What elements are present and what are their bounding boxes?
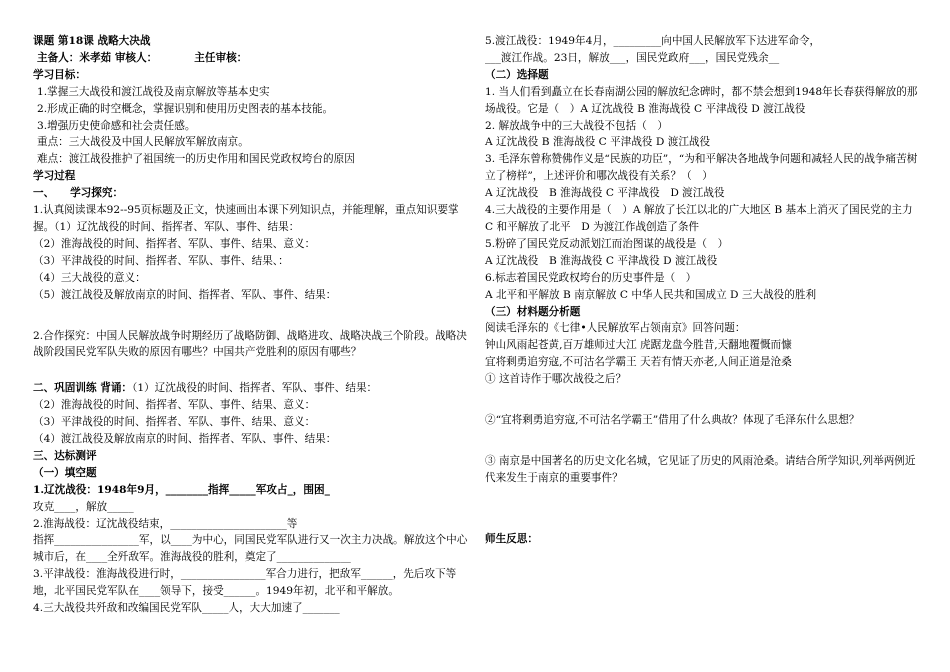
explore-item-2: 2.合作探究：中国人民解放战争时期经历了战略防御、战略进攻、战略决战三个阶段。战略决战阶段国民党军队失败的原因有哪些？中国共产党胜利的原因有哪些？ xyxy=(33,329,467,359)
explore-item: （3）平津战役的时间、指挥者、军队、事件、结果、： xyxy=(33,254,289,267)
choice-question-1: 1. 当人们看到矗立在长春南湖公园的解放纪念碑时，都不禁会想到1948年长春获得解放的那场战役。它是（ ）A 辽沈战役 B 淮海战役 C 平津战役 D 渡江战役 xyxy=(485,85,918,115)
part3-heading: 三、达标测评 xyxy=(33,449,97,462)
difficulty: 难点：渡江战役推护了祖国统一的历史作用和国民党政权垮台的原因 xyxy=(37,153,355,166)
recite-item: （4）渡江战役及解放南京的时间、指挥者、军队、事件、结果： xyxy=(33,433,337,446)
choice-options-5: A 辽沈战役 B 淮海战役 C 平津战役 D 渡江战役 xyxy=(485,254,718,267)
choice-options-6: A 北平和平解放 B 南京解放 C 中华人民共和国成立 D 三大战役的胜利 xyxy=(485,288,817,301)
fill-question-5a: 5.渡江战役：1949年4月，_________向中国人民解放军下达进军命令， xyxy=(485,35,821,47)
choice-options-3: A 辽沈战役 B 淮海战役 C 平津战役 D 渡江战役 xyxy=(485,187,725,200)
fill-question-5b: ___渡江作战。23日，解放___，国民党政府___，国民党残余__ xyxy=(485,51,780,64)
material-intro: 阅读毛泽东的《七律•人民解放军占领南京》回答问题： xyxy=(485,322,746,335)
objective-item: 3.增强历史使命感和社会责任感。 xyxy=(37,119,196,132)
material-question-3: ③ 南京是中国著名的历史文化名城，它见证了历史的风雨沧桑。请结合所学知识,列举两例近代来发生于南京的重要事件？ xyxy=(485,454,916,484)
material-question-1: ① 这首诗作于哪次战役之后？ xyxy=(485,373,627,386)
reflection-heading: 师生反思： xyxy=(485,532,538,545)
recite-item: （2）淮海战役的时间、指挥者、军队、事件、结果、意义： xyxy=(33,399,316,412)
choice-heading: （二）选择题 xyxy=(485,68,549,81)
poem-line: 宜将剩勇追穷寇,不可沽名学霸王 天若有情天亦老,人间正道是沧桑 xyxy=(485,356,792,369)
preparers-line: 主备人：米孝茹 审核人： 主任审核： xyxy=(37,51,248,64)
recite-item: （1）辽沈战役的时间、指挥者、军队、事件、结果： xyxy=(132,382,378,395)
material-question-2: ②“宜将剩勇追穷寇,不可沽名学霸王”借用了什么典故？体现了毛泽东什么思想？ xyxy=(485,414,860,427)
left-column xyxy=(33,33,473,617)
lesson-title: 课题 第18课 战略大决战 xyxy=(33,35,151,47)
explore-item: （2）淮海战役的时间、指挥者、军队、事件、结果、意义： xyxy=(33,237,316,250)
choice-question-2: 2. 解放战争中的三大战役不包括（ ） xyxy=(485,119,668,132)
fill-question-2a: 2.淮海战役：辽沈战役结束，______________________等 xyxy=(33,517,298,530)
explore-item: （4）三大战役的意义： xyxy=(33,271,146,284)
material-heading: （三）材料题分析题 xyxy=(485,305,581,318)
part2-heading: 二、巩固训练 背诵： xyxy=(33,382,133,395)
choice-options-2: A 辽沈战役 B 淮海战役 C 平津战役 D 渡江战役 xyxy=(485,136,711,149)
objective-item: 2.形成正确的时空概念，掌握识别和使用历史图表的基本技能。 xyxy=(37,102,334,115)
poem-line: 钟山风雨起苍黄,百万雄师过大江 虎踞龙盘今胜昔,天翻地覆慨而慷 xyxy=(485,339,792,352)
fill-question-2b: 指挥________________军，以____为中心，同国民党军队进行又一次主力决战。解放这个中心城市后，在____全歼敌军。淮海战役的胜利，奠定了______________ xyxy=(33,534,468,564)
choice-question-5: 5.粉碎了国民党反动派划江而治图谋的战役是（ ） xyxy=(485,237,729,250)
choice-question-4: 4.三大战役的主要作用是（ ）A 解放了长江以北的广大地区 B 基本上消灭了国民党的主力 C 和平解放了北平 D 为渡江作战创造了条件 xyxy=(485,204,924,233)
objectives-heading: 学习目标： xyxy=(33,68,86,81)
recite-item: （3）平津战役的时间、指挥者、军队、事件、结果、意义： xyxy=(33,416,316,429)
choice-question-6: 6.标志着国民党政权垮台的历史事件是（ ） xyxy=(485,271,697,284)
key-point: 重点：三大战役及中国人民解放军解放南京。 xyxy=(37,136,249,149)
fill-question-1b: 攻克____，解放_____ xyxy=(33,500,134,513)
fill-question-1a: 1.辽沈战役：1948年9月，________指挥_____军攻占_，围困_ xyxy=(33,483,330,496)
explore-item-1: 1.认真阅读课本92--95页标题及正文，快速画出本课下列知识点，并能理解，重点知识要掌握。（1）辽沈战役的时间、指挥者、军队、事件、结果： xyxy=(33,204,459,233)
right-column xyxy=(485,33,923,548)
fill-question-3: 3.平津战役：淮海战役进行时，________________军合力进行，把敌军______，先后攻下等地，北平国民党军队在____领导下，接受______。1949年初，北平和平解放。 xyxy=(33,568,457,598)
fill-heading: （一）填空题 xyxy=(33,466,97,479)
explore-item: （5）渡江战役及解放南京的时间、指挥者、军队、事件、结果： xyxy=(33,288,337,301)
fill-question-4: 4.三大战役共歼敌和改编国民党军队_____人，大大加速了_______ xyxy=(33,602,340,615)
part1-heading: 一、 学习探究： xyxy=(33,187,124,200)
choice-question-3: 3. 毛泽东曾称赞佛作义是“民族的功臣”，“为和平解决各地战争问题和减轻人民的战争痛苦树立了榜样”，上述评价和哪次战役有关系？（ ） xyxy=(485,153,918,183)
objective-item: 1.掌握三大战役和渡江战役及南京解放等基本史实 xyxy=(37,85,270,98)
process-heading: 学习过程 xyxy=(33,170,76,183)
